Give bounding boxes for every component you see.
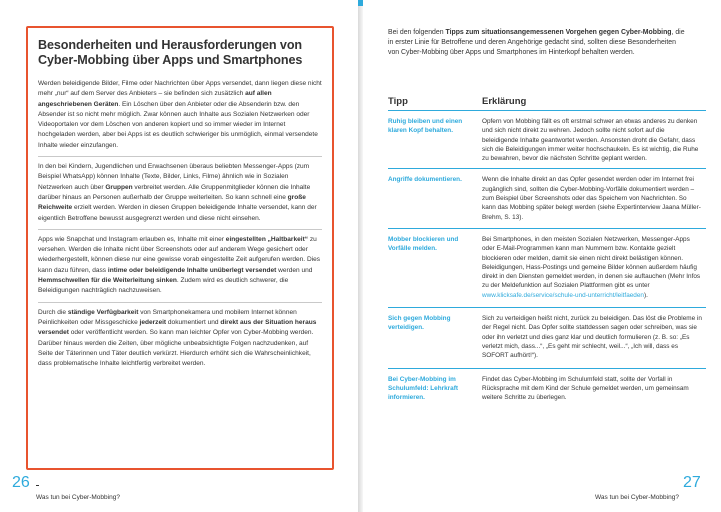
text-run: dokumentiert und	[166, 318, 221, 326]
web-link[interactable]: www.klicksafe.de/service/schule-und-unterricht/leitfaeden	[482, 291, 644, 299]
left-page	[0, 0, 358, 512]
text-run: von Smartphonekamera und mobilem Internet können Peinlichkeiten oder Missgeschicke	[38, 308, 297, 326]
paragraph-divider	[38, 302, 322, 303]
table-row	[388, 229, 706, 308]
text-run: . Zudem wird es deutlich schwerer, die Beleidigungen nachträglich nachzuweisen.	[38, 277, 289, 295]
footer-right: Was tun bei Cyber-Mobbing?	[595, 494, 679, 501]
page-number-right: 27	[683, 474, 701, 491]
info-box	[26, 26, 334, 470]
paragraph	[38, 79, 322, 151]
intro-text	[388, 28, 688, 57]
text-run: Werden beleidigende Bilder, Filme oder Nachrichten über Apps versendet, dann liegen diese nicht mehr „nur“ auf dem Server des Anbieters – sie befinden sich zusätzlich	[38, 80, 322, 98]
tip-cell: Mobber blockieren und Vorfälle melden.	[388, 235, 459, 253]
text-run: ).	[643, 291, 648, 299]
bold-text: Hemmschwellen für die Weiterleitung sinken	[38, 277, 177, 285]
table-row	[388, 169, 706, 228]
text-run: Durch die	[38, 308, 68, 316]
text-run: Sich zu verteidigen heißt nicht, zurück zu beleidigen. Das löst die Probleme in der Regel nicht. Das Opfer sollte stattdessen sagen oder schreiben, was sie oder ihn verletzt und dies ganz klar und deutlich formulieren (z. B. so: „Es verletzt mich, dass...“, „Es geht mir schlecht, weil...“, „Ich will, dass es SOFORT aufhört!“).	[482, 315, 702, 360]
bold-text: Gruppen	[105, 183, 133, 191]
tip-cell: Ruhig bleiben und einen klaren Kopf behalten.	[388, 118, 463, 135]
text-run: Bei den folgenden	[388, 29, 446, 36]
text-run: . Ein Löschen über den Anbieter oder die Absenderin bzw. den Absender ist so nicht mehr möglich. Zwar können auch Inhalte aus Sozialen Netzwerken oder Videoportalen vor dem Löschen von anderen kopiert und so immer wieder im Internet hochgeladen werden, aber bei Apps ist es deutlich schwieriger bis unmöglich, einmal versendete Inhalte wieder einzufangen.	[38, 100, 318, 149]
explanation-cell	[482, 117, 706, 163]
table-header	[388, 94, 706, 111]
text-run: erzielt werden. Werden in diesen Gruppen beleidigende Inhalte versendet, kann der eigentlich Betroffene bewusst ausgegrenzt werden und diese nicht einsehen.	[38, 204, 317, 222]
bold-text: jederzeit	[139, 318, 167, 326]
footer-rule-left	[36, 485, 39, 486]
bold-text: Tipps zum situationsangemessenen Vorgehen gegen Cyber-Mobbing	[445, 29, 672, 36]
paragraph-divider	[38, 156, 322, 157]
explanation-cell	[482, 235, 706, 300]
tip-cell: Angriffe dokumentieren.	[388, 176, 462, 184]
text-run: In den bei Kindern, Jugendlichen und Erwachsenen überaus beliebten Messenger-Apps (zum Beispiel WhatsApp) können Inhalte (Texte, Bilder, Links, Filme) ähnlich wie in Sozialen Netzwerken auch über	[38, 163, 310, 191]
text-run: Opfern von Mobbing fällt es oft erstmal schwer an etwas anderes zu denken und sich nicht direkt zu wehren. Jedoch sollte nicht sofort auf die beleidigende Inhalte geantwortet werden. Ansonsten droht die Gefahr, dass sich die Beleidigungen immer weiter hochschaukeln. Es ist wichtig, die Ruhe zu bewahren, bevor die nächsten Schritte geplant werden.	[482, 118, 699, 163]
bold-text: direkt aus der Situation heraus versendet	[38, 318, 317, 337]
text-run: Wenn die Inhalte direkt an das Opfer gesendet werden oder im Internet frei zugänglich sind, sollten die Cyber-Mobbing-Vorfälle dokumentiert werden – zum Beispiel über Screenshots oder das Speichern von Nachrichten. So kann das Mobbing später belegt werden (siehe Expertinterview Jaana Müller-Brehm, S. 13).	[482, 176, 701, 221]
header-tip: Tipp	[388, 96, 408, 107]
bold-text: auf allen angeschriebenen Geräten	[38, 90, 272, 108]
tips-table	[388, 94, 706, 409]
explanation-cell	[482, 175, 706, 221]
text-run: , die in erster Linie für Betroffene und deren Angehörige gedacht sind, sollten diese Besonderheiten von Cyber-Mobbing über Apps und Smartphones im Hinterkopf behalten werden.	[388, 29, 685, 56]
bold-text: große Reichweite	[38, 193, 306, 212]
text-run: zu versehen. Werden die Inhalte nicht über Screenshots oder auf anderem Wege gesichert oder wiederhergestellt, können diese nur eine gewisse vorab eingestellte Zeit aufgerufen werden. Dies kann dazu führen, dass	[38, 235, 321, 274]
page-number-left: 26	[12, 474, 30, 491]
right-page	[363, 0, 721, 512]
table-row	[388, 369, 706, 410]
box-title: Besonderheiten und Herausforderungen von Cyber-Mobbing über Apps und Smartphones	[38, 38, 303, 67]
header-explanation: Erklärung	[482, 96, 527, 107]
text-run: oder veröffentlicht werden. So kann man leichter Opfer von Cyber-Mobbing werden. Darüber hinaus werden die Zeiten, über mögliche unbeabsichtigte Folgen nachzudenken, auf Seite der Täterinnen und Täter deutlich verkürzt. Hierdurch erhöht sich die Wahrscheinlichkeit, dass problematische Inhalte leichtfertig verbreitet werden.	[38, 329, 314, 368]
table-row	[388, 111, 706, 169]
tip-cell: Bei Cyber-Mobbing im Schulumfeld: Lehrkraft informieren.	[388, 375, 458, 402]
bold-text: ständige Verfügbarkeit	[67, 308, 139, 316]
paragraph	[38, 162, 322, 224]
paragraph-divider	[38, 229, 322, 230]
bold-text: eingestellten „Haltbarkeit“	[225, 235, 309, 243]
explanation-cell	[482, 375, 706, 403]
table-row	[388, 308, 706, 368]
explanation-cell	[482, 314, 706, 360]
table-body	[388, 111, 706, 409]
box-body	[38, 79, 322, 369]
paragraph	[38, 235, 322, 297]
text-run: verbreitet werden. Alle Gruppenmitglieder können die Inhalte darüber hinaus an Personen außerhalb der Gruppe weiterleiten. So kann schnell eine	[38, 183, 311, 201]
text-run: Apps wie Snapchat und Instagram erlauben es, Inhalte mit einer	[38, 235, 226, 243]
text-run: Bei Smartphones, in den meisten Sozialen Netzwerken, Messenger-Apps oder E-Mail-Programmen kann man Nummern bzw. Kontakte gezielt blockieren oder melden, damit sie einen nicht direkt belästigen können. Beleidigungen, Hass-Postings und gemeine Bilder können außerdem häufig direkt in den Diensten gemeldet werden, in denen sie auftauchen (Mehr Infos zu der Meldefunktion auf Sozialen Plattformen gibt es unter	[482, 235, 701, 290]
paragraph	[38, 308, 322, 370]
tip-cell: Sich gegen Mobbing verteidigen.	[388, 315, 451, 332]
text-run: werden und	[276, 266, 313, 274]
text-run: Findet das Cyber-Mobbing im Schulumfeld statt, sollte der Vorfall in Rücksprache mit dem Kind der Schule gemeldet werden, um gemeinsam weitere Schritte zu überlegen.	[482, 375, 689, 402]
bold-text: intime oder beleidigende Inhalte unüberlegt versendet	[107, 266, 277, 274]
footer-left: Was tun bei Cyber-Mobbing?	[36, 494, 120, 501]
